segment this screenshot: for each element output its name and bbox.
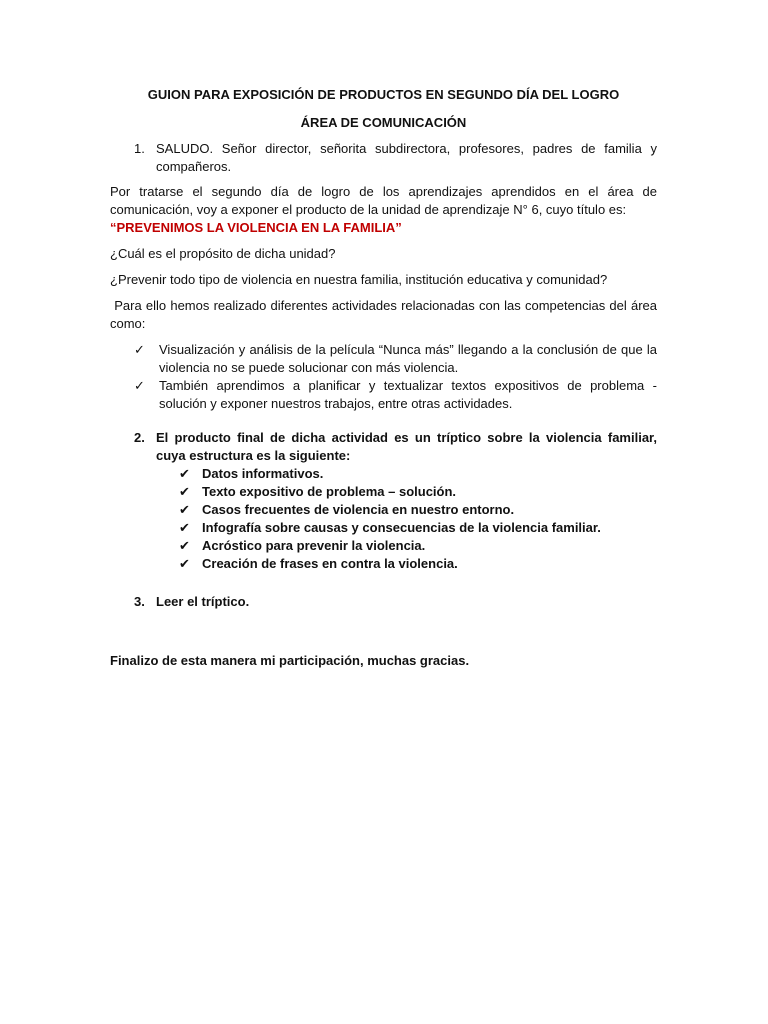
check-icon: ✔ — [179, 556, 190, 571]
numbered-item-1 — [110, 140, 657, 176]
item-text: Leer el tríptico. — [156, 594, 250, 609]
unit-title: “PREVENIMOS LA VIOLENCIA EN LA FAMILIA” — [110, 220, 402, 235]
numbered-item-3 — [110, 593, 657, 611]
question-prevent: ¿Prevenir todo tipo de violencia en nuestra familia, institución educativa y comunidad? — [110, 272, 608, 287]
item-text: El producto final de dicha actividad es un tríptico sobre la violencia familiar, cuya estructura es la siguiente: — [156, 430, 657, 463]
check-icon: ✔ — [179, 520, 190, 535]
document-title: GUION PARA EXPOSICIÓN DE PRODUCTOS EN SEGUNDO DÍA DEL LOGRO — [147, 87, 620, 102]
check-icon: ✓ — [134, 378, 145, 393]
list-item-text: Infografía sobre causas y consecuencias de la violencia familiar. — [202, 520, 601, 535]
item-text: SALUDO. Señor director, señorita subdirectora, profesores, padres de familia y compañeros. — [156, 141, 657, 174]
closing-text: Finalizo de esta manera mi participación, muchas gracias. — [110, 653, 470, 668]
item-number: 3. — [134, 594, 145, 609]
list-item — [110, 483, 657, 501]
list-item — [110, 341, 657, 377]
document-content — [110, 86, 661, 678]
document-subtitle: ÁREA DE COMUNICACIÓN — [300, 115, 467, 130]
check-icon: ✔ — [179, 484, 190, 499]
check-icon: ✔ — [179, 502, 190, 517]
intro-paragraph — [110, 183, 657, 237]
list-item — [110, 465, 657, 483]
check-icon: ✓ — [134, 342, 145, 357]
item-number: 1. — [134, 141, 145, 156]
intro-text: Por tratarse el segundo día de logro de los aprendizajes aprendidos en el área de comunicación, voy a exponer el producto de la unidad de aprendizaje N° 6, cuyo título es: — [110, 184, 657, 217]
list-item-text: Datos informativos. — [202, 466, 324, 481]
list-item-text: Acróstico para prevenir la violencia. — [202, 538, 426, 553]
list-item — [110, 555, 657, 573]
activities-list — [110, 341, 657, 413]
list-item-text: También aprendimos a planificar y textualizar textos expositivos de problema - solución y exponer nuestros trabajos, entre otras actividades. — [159, 378, 657, 411]
list-item — [110, 377, 657, 413]
list-item-text: Casos frecuentes de violencia en nuestro entorno. — [202, 502, 515, 517]
list-item-text: Texto expositivo de problema – solución. — [202, 484, 457, 499]
activities-intro: Para ello hemos realizado diferentes actividades relacionadas con las competencias del área como: — [110, 298, 661, 331]
numbered-item-2 — [110, 429, 657, 465]
list-item — [110, 519, 657, 537]
list-item-text: Visualización y análisis de la película “Nunca más” llegando a la conclusión de que la violencia no se puede solucionar con más violencia. — [159, 342, 657, 375]
check-icon: ✔ — [179, 466, 190, 481]
list-item — [110, 501, 657, 519]
check-icon: ✔ — [179, 538, 190, 553]
structure-list — [110, 465, 657, 573]
question-purpose: ¿Cuál es el propósito de dicha unidad? — [110, 246, 336, 261]
list-item-text: Creación de frases en contra la violencia. — [202, 556, 458, 571]
list-item — [110, 537, 657, 555]
item-number: 2. — [134, 430, 145, 445]
